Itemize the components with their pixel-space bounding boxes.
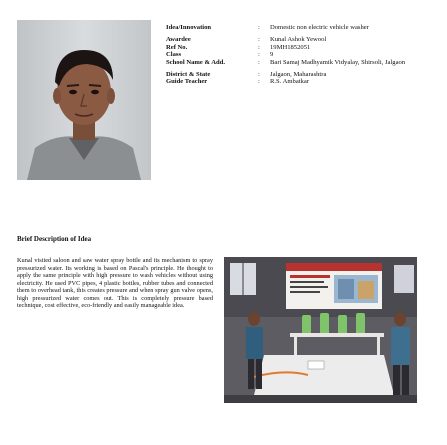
- awardee-info-table: [166, 24, 436, 86]
- field-guide-teacher: [166, 78, 436, 85]
- exhibition-photo: [224, 257, 417, 403]
- field-value: Kunal Ashok Yewool: [270, 36, 327, 44]
- field-label: Awardee: [166, 36, 191, 44]
- field-value: Bari Samaj Madhyamik Vidyalay, Shirsoli, Jalgaon: [270, 58, 406, 66]
- field-school: [166, 59, 436, 66]
- field-separator: :: [258, 51, 260, 59]
- field-label: Ref No.: [166, 43, 188, 51]
- field-awardee: [166, 36, 436, 43]
- field-value: R.S. Ambatkar: [270, 78, 310, 86]
- field-value: Jalgaon, Maharashtra: [270, 71, 327, 79]
- student-portrait-drawing: [17, 20, 151, 180]
- field-ref-no: [166, 44, 436, 51]
- field-value: 9: [270, 51, 274, 59]
- field-district-state: [166, 71, 436, 78]
- field-idea-innovation: [166, 24, 436, 31]
- field-separator: :: [258, 24, 260, 31]
- exhibition-photo-drawing: [224, 257, 417, 403]
- field-label: Guide Teacher: [166, 78, 208, 86]
- field-label: District & State: [166, 71, 211, 79]
- description-heading: Brief Description of Idea: [17, 235, 92, 243]
- field-separator: :: [258, 78, 260, 86]
- field-separator: :: [258, 43, 260, 51]
- field-separator: :: [258, 36, 260, 44]
- field-label: Idea/Innovation: [166, 24, 212, 31]
- field-class: [166, 51, 436, 58]
- field-value: Domestic non electric vehicle washer: [270, 24, 369, 31]
- student-portrait: [17, 20, 151, 180]
- field-label: Class: [166, 51, 182, 59]
- field-separator: :: [258, 71, 260, 79]
- description-text: Kunal visited saloon and saw water spray bottle and its mechanism to spray pressurized water. Its working is based on Pascal's principle. He thought to apply the same principle with high pressure to wash vehicles without using electricity. He used PVC pipes, 4 plastic bottles, rubber tubes and connected them to overhead tank, this creates pressure and when spray gun valve opens, high pressurized water comes out. This is completely pressure based technique, cost effective, eco-friendly and easily manageable idea.: [17, 257, 213, 310]
- field-separator: :: [258, 58, 260, 66]
- field-label: School Name & Add.: [166, 58, 225, 66]
- field-value: 19MH1852051: [270, 43, 311, 51]
